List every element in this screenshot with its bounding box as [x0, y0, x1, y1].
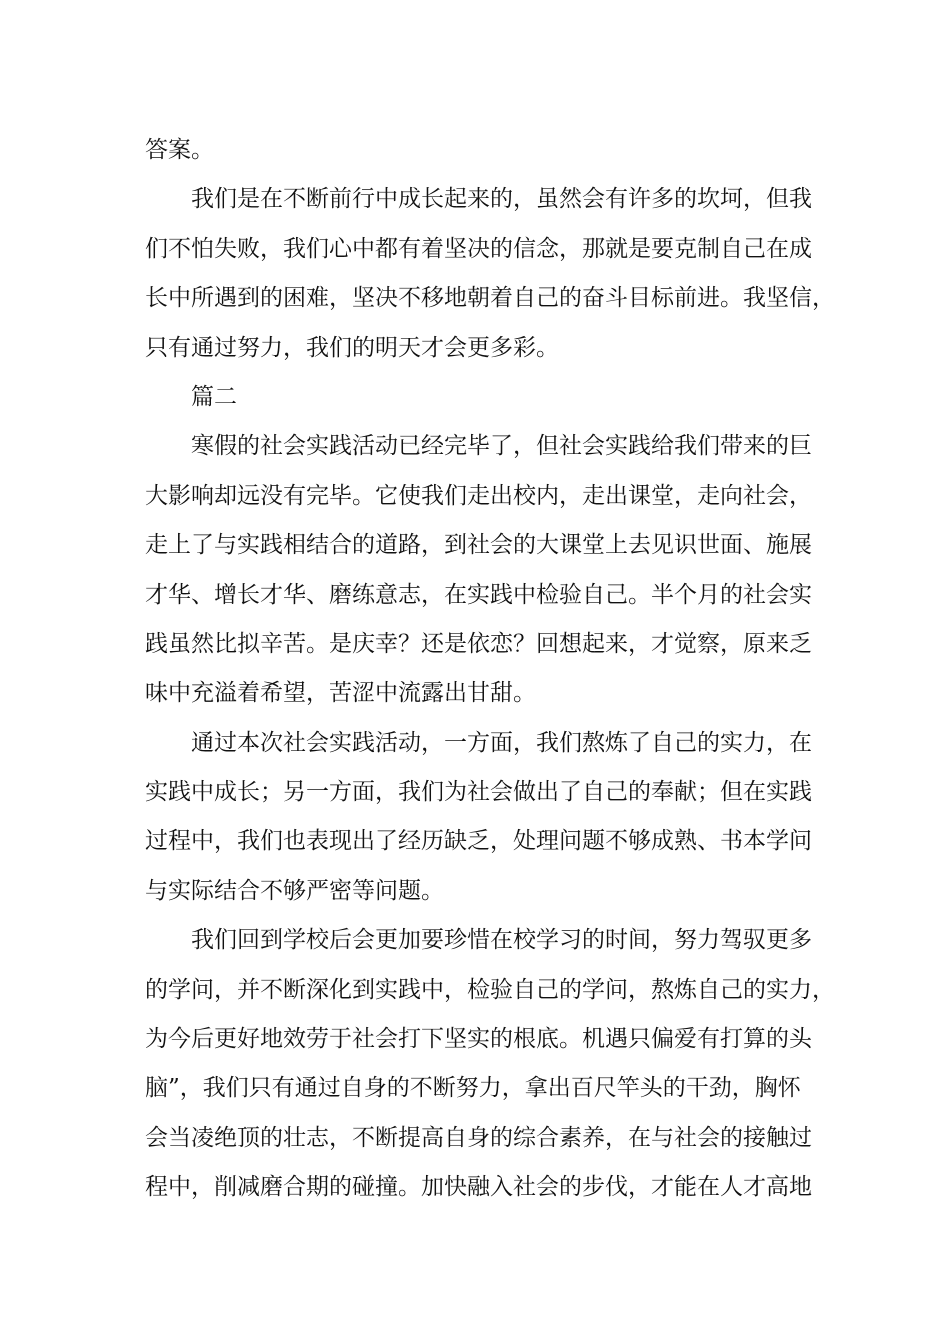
paragraph-first-line: 寒假的社会实践活动已经完毕了，但社会实践给我们带来的巨	[191, 433, 812, 460]
text-line: 过程中，我们也表现出了经历缺乏，处理问题不够成熟、书本学问	[145, 828, 812, 855]
text-line: 们不怕失败，我们心中都有着坚决的信念，那就是要克制自己在成	[145, 235, 812, 262]
text-line: 的学问，并不断深化到实践中，检验自己的学问，熬炼自己的实力，	[145, 976, 835, 1003]
paragraph-first-line: 我们回到学校后会更加要珍惜在校学习的时间，努力驾驭更多	[191, 927, 812, 954]
text-line: 程中，削减磨合期的碰撞。加快融入社会的步伐，才能在人才高地	[145, 1174, 812, 1201]
text-line: 脑”，我们只有通过自身的不断努力，拿出百尺竿头的干劲，胸怀	[145, 1075, 801, 1102]
text-line: 长中所遇到的困难，坚决不移地朝着自己的奋斗目标前进。我坚信，	[145, 285, 835, 312]
text-line: 与实际结合不够严密等问题。	[145, 877, 444, 904]
text-line: 走上了与实践相结合的道路，到社会的大课堂上去见识世面、施展	[145, 532, 812, 559]
text-line: 会当凌绝顶的壮志，不断提高自身的综合素养，在与社会的接触过	[145, 1124, 812, 1151]
text-line: 践虽然比拟辛苦。是庆幸？还是依恋？回想起来，才觉察，原来乏	[145, 630, 812, 657]
paragraph-first-line: 通过本次社会实践活动，一方面，我们熬炼了自己的实力，在	[191, 729, 812, 756]
text-line: 实践中成长；另一方面，我们为社会做出了自己的奉献；但在实践	[145, 779, 812, 806]
text-line: 为今后更好地效劳于社会打下坚实的根底。机遇只偏爱有打算的头	[145, 1026, 812, 1053]
document-body	[145, 126, 835, 1213]
text-line: 答案。	[145, 137, 214, 163]
text-line: 大影响却远没有完毕。它使我们走出校内，走出课堂，走向社会，	[145, 482, 812, 509]
section-heading: 篇二	[191, 383, 237, 410]
text-line: 味中充溢着希望，苦涩中流露出甘甜。	[145, 680, 536, 707]
text-line: 才华、增长才华、磨练意志，在实践中检验自己。半个月的社会实	[145, 581, 812, 608]
text-line: 只有通过努力，我们的明天才会更多彩。	[145, 334, 559, 361]
paragraph-first-line: 我们是在不断前行中成长起来的，虽然会有许多的坎坷，但我	[191, 186, 812, 213]
